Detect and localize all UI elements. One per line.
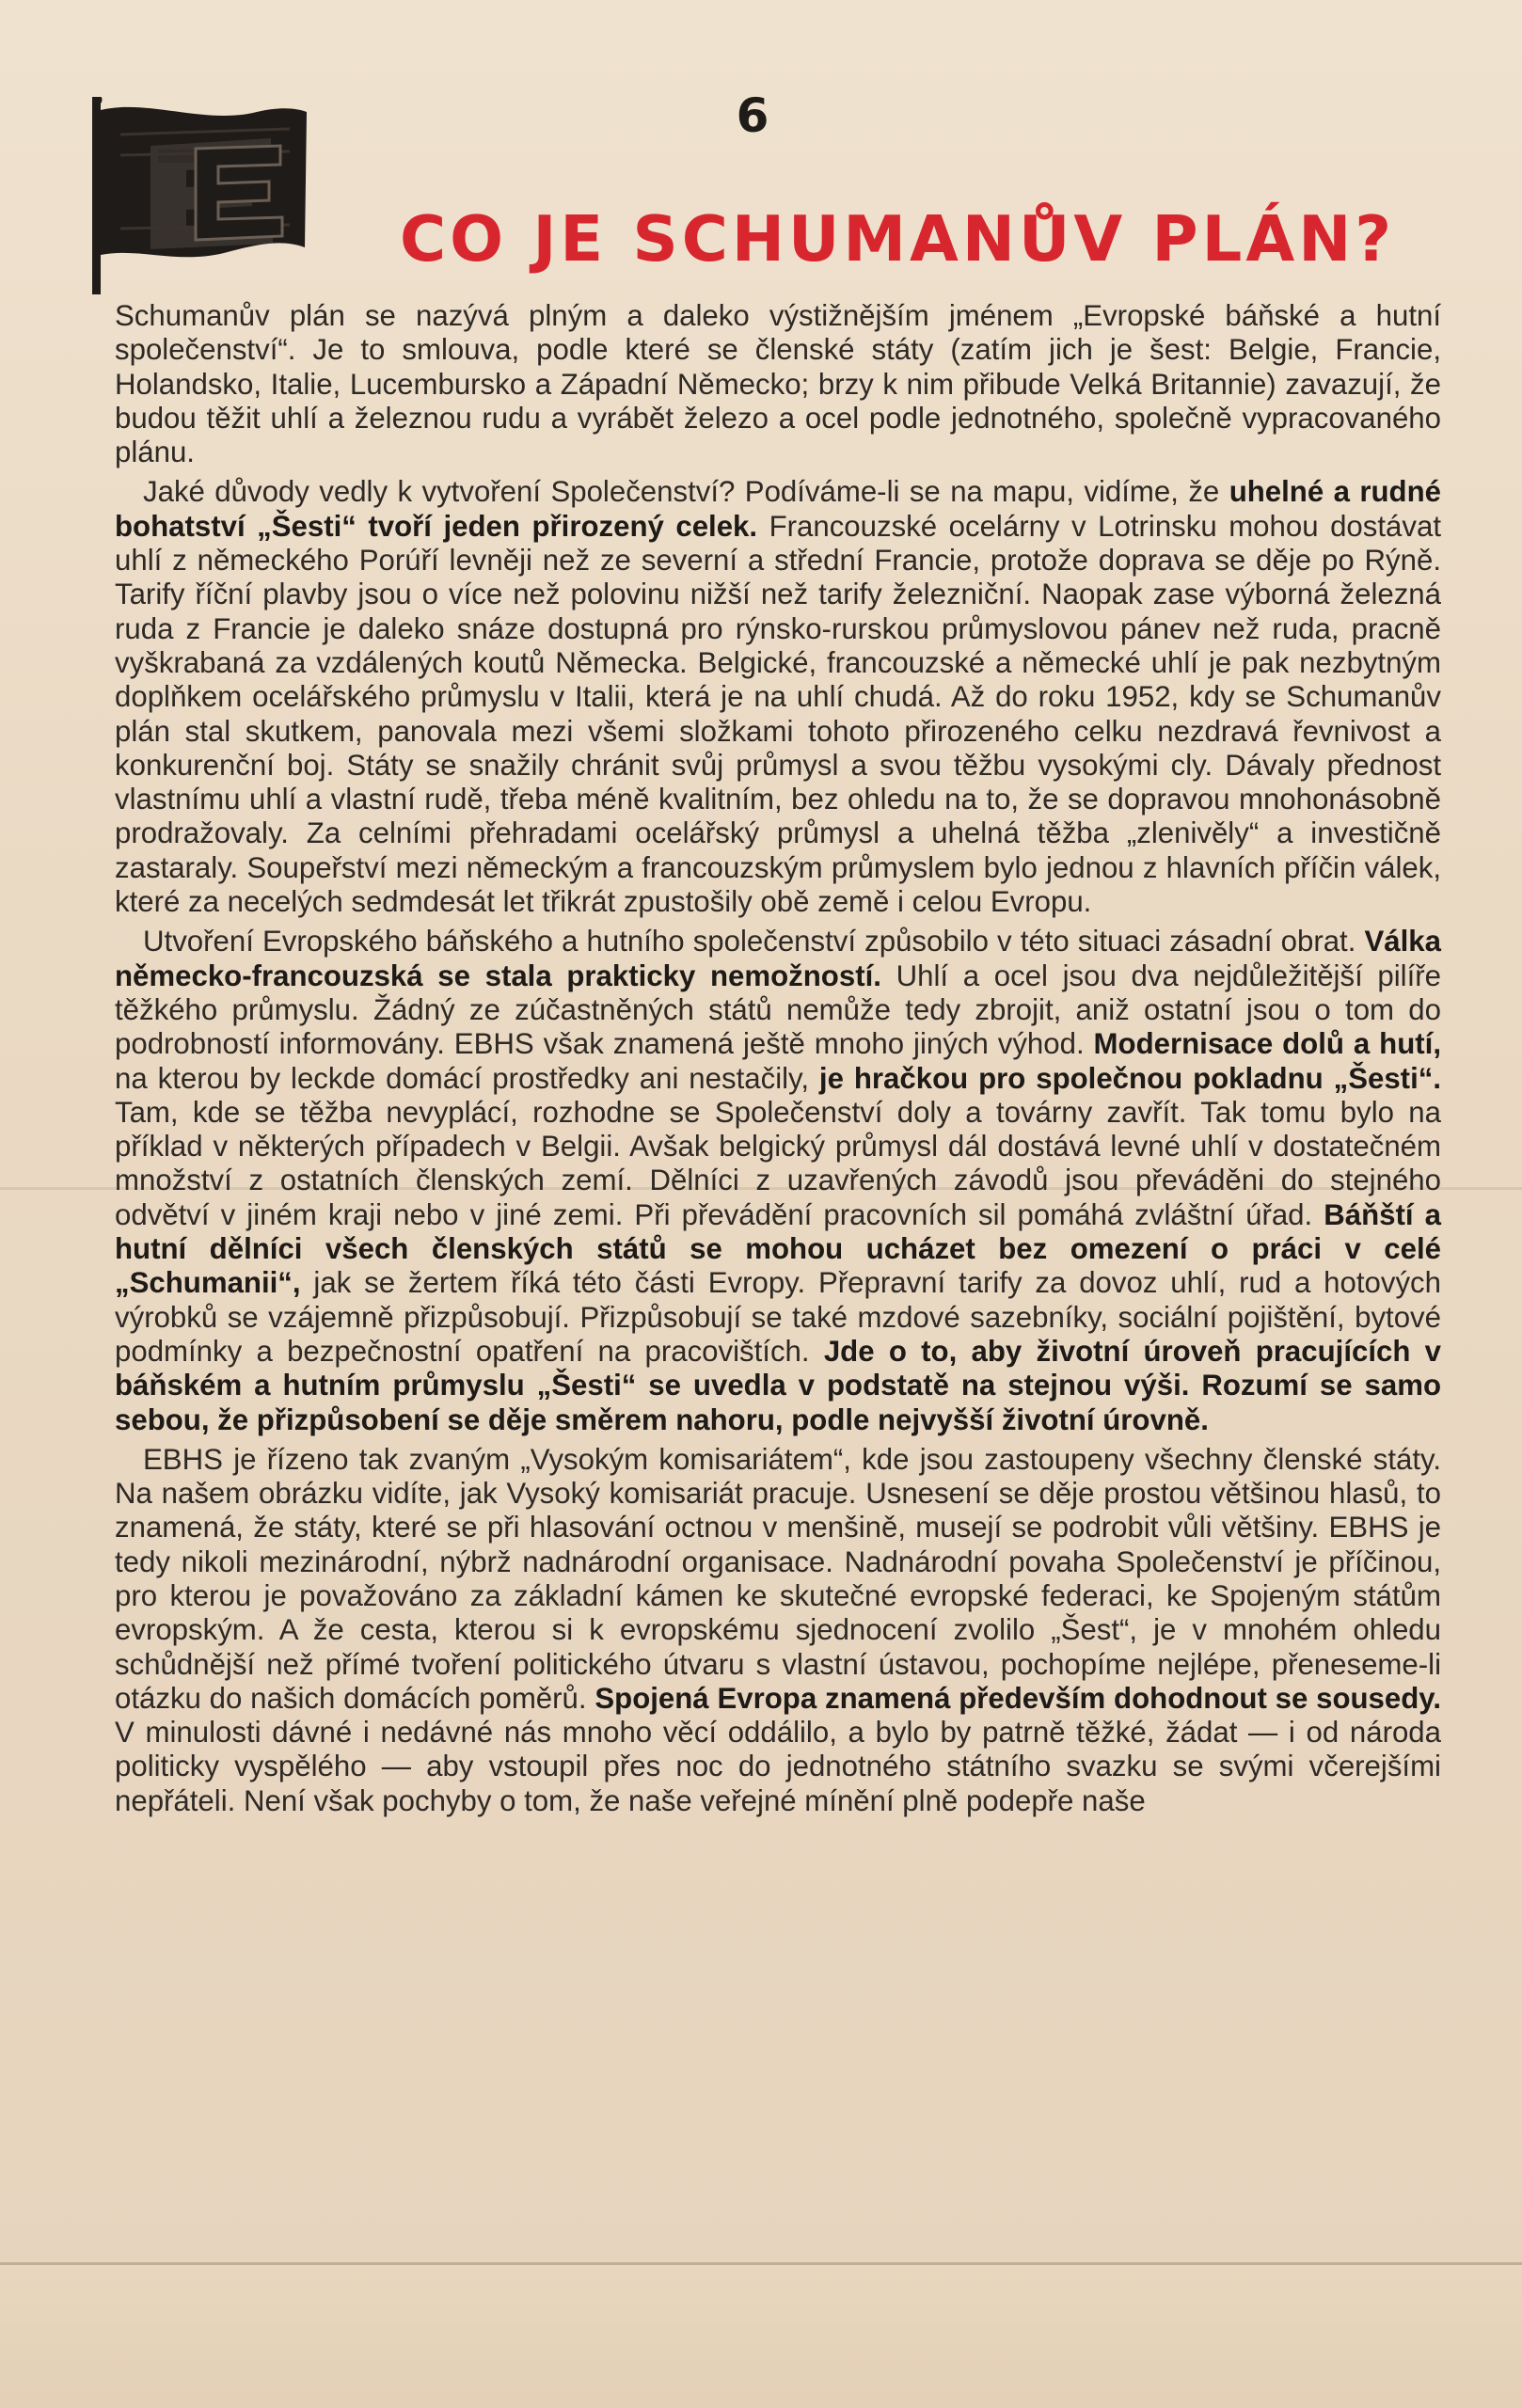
paragraph-text: EBHS je řízeno tak zvaným „Vysokým komisariátem“, kde jsou zastoupeny všechny členské státy. Na našem obrázku vidíte, jak Vysoký komisariát pracuje. Usnesení se děje prostou většinou hlasů, to znamená, že státy, které se při hlasování octnou v menšině, musejí se podrobit vůli většiny. EBHS je tedy nikoli mezinárodní, nýbrž nadnárodní organisace. Nadnárodní povaha Společenství je příčinou, pro kterou je považováno za základní kámen ke skutečné evropské federaci, ke Spojeným státům evropským. A že cesta, kterou si k evropskému sjednocení zvolilo „Šest“, je v mnohém ohledu schůdnější než přímé tvoření politického útvaru s vlastní ústavou, pochopíme nejlépe, přeneseme-li otázku do našich domácích poměrů. [115, 1442, 1441, 1715]
paragraph-text: Francouzské ocelárny v Lotrinsku mohou dostávat uhlí z německého Porúří levněji než ze severní a střední Francie, protože doprava se děje po Rýně. Tarify říční plavby jsou o více než polovinu nižší než tarify železniční. Naopak zase výborná železná ruda z Francie je daleko snáze dostupná pro rýnsko-rurskou průmyslovou pánev než ruda, pracně vyškrabaná za vzdálených koutů Německa. Belgické, francouzské a německé uhlí je pak nezbytným doplňkem ocelářského průmyslu v Italii, která je na uhlí chudá. Až do roku 1952, kdy se Schumanův plán stal skutkem, panovala mezi všemi složkami tohoto přirozeného celku nezdravá řevnivost a konkurenční boj. Státy se snažily chránit svůj průmysl a svou těžbu vysokými cly. Dávaly přednost vlastnímu uhlí a vlastní rudě, třeba méně kvalitním, bez ohledu na to, že se dopravou mnohonásobně prodražovaly. Za celními přehradami ocelářský průmysl a uhelná těžba „zlenivěly“ a investičně zastaraly. Soupeřství mezi německým a francouzským průmyslem bylo jednou z hlavních příčin válek, které za necelých sedmdesát let třikrát zpustošily obě země i celou Evropu. [115, 509, 1441, 919]
paragraph-4 [115, 1443, 1441, 1818]
paragraph-1 [115, 299, 1441, 469]
paragraph-text: Jaké důvody vedly k vytvoření Společenství? Podíváme-li se na mapu, vidíme, že [143, 475, 1229, 509]
emphasis-text: je hračkou pro společnou pokladnu „Šesti“. [818, 1061, 1441, 1095]
paragraph-text: V minulosti dávné i nedávné nás mnoho věcí oddálilo, a bylo by patrně těžké, žádat — i od národa politicky vyspělého — aby vstoupil přes noc do jednotného státního svazku se svými včerejšími nepřáteli. Není však pochyby o tom, že naše veřejné mínění plně podepře naše [115, 1716, 1441, 1817]
page-title: CO JE SCHUMANŮV PLÁN? [400, 202, 1396, 276]
paragraph-text: Uhlí a ocel jsou dva nejdůležitější pilíře těžkého průmyslu. Žádný ze zúčastněných států nemůže tedy zbrojit, aniž ostatní jsou o tom do podrobností informovány. EBHS však znamená ještě mnoho jiných výhod. [115, 958, 1441, 1061]
flag-e-logo [92, 97, 309, 294]
paragraph-2 [115, 475, 1441, 919]
paragraph-text: Tam, kde se těžba nevyplácí, rozhodne se Společenství doly a továrny zavřít. Tak tomu bylo na příklad v některých případech v Belgii. Avšak belgický průmysl dál dostává levné uhlí v dostatečném množství z ostatních členských zemí. Dělníci z uzavřených závodů jsou převáděni do stejného odvětví v jiném kraji nebo v jiné zemi. Při převádění pracovních sil pomáhá zvláštní úřad. [115, 1095, 1441, 1231]
paragraph-text: Schumanův plán se nazývá plným a daleko výstižnějším jménem „Evropské báňské a hutní společenství“. Je to smlouva, podle které se členské státy (zatím jich je šest: Belgie, Francie, Holandsko, Italie, Lucembursko a Západní Německo; brzy k nim přibude Velká Britannie) zavazují, že budou těžit uhlí a železnou rudu a vyrábět železo a ocel podle jednotného, společně vypracovaného plánu. [115, 299, 1441, 469]
emphasis-text: Báňští a hutní dělníci všech členských států se mohou ucházet bez omezení o práci v celé „Schumanii“, [115, 1197, 1441, 1300]
paragraph-text: jak se žertem říká této části Evropy. Přepravní tarify za dovoz uhlí, rud a hotových výrobků se vzájemně přizpůsobují. Přizpůsobují se také mzdové sazebníky, sociální pojištění, bytové podmínky a bezpečnostní opatření na pracovištích. [115, 1266, 1441, 1368]
paragraph-text: na kterou by leckde domácí prostředky ani nestačily, [115, 1061, 819, 1095]
emphasis-text: Válka německo-francouzská se stala prakticky nemožností. [115, 925, 1441, 992]
page-number: 6 [736, 88, 769, 143]
paragraph-text: Utvoření Evropského báňského a hutního společenství způsobilo v této situaci zásadní obrat. [143, 925, 1365, 958]
emphasis-text: Modernisace dolů a hutí, [1093, 1027, 1441, 1061]
article-body [115, 299, 1441, 1824]
emphasis-text: Jde o to, aby životní úroveň pracujících v báňském a hutním průmyslu „Šesti“ se uvedla v podstatě na stejnou výši. Rozumí se samo sebou, že přizpůsobení se děje směrem nahoru, podle nejvyšší životní úrovně. [115, 1334, 1441, 1436]
paper-bottom-fold [0, 2265, 1522, 2408]
paragraph-3 [115, 925, 1441, 1436]
emphasis-text: Spojená Evropa znamená především dohodnout se sousedy. [595, 1681, 1441, 1715]
paper-fold-line [0, 2262, 1522, 2265]
emphasis-text: uhelné a rudné bohatství „Šesti“ tvoří jeden přirozený celek. [115, 475, 1441, 543]
